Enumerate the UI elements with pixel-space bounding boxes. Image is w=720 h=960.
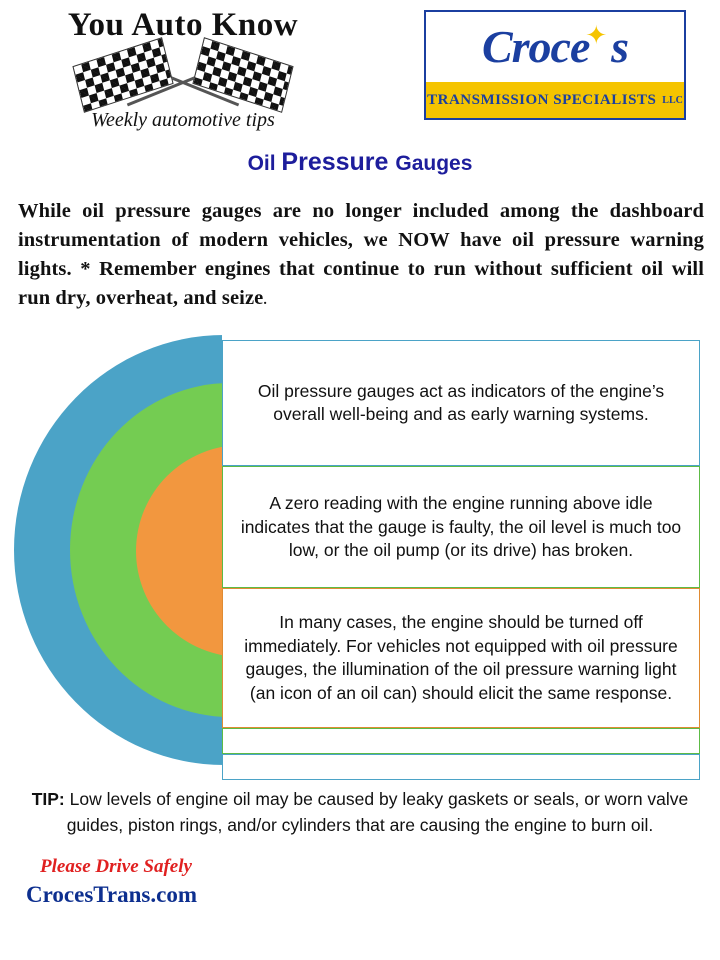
checkered-flag-left-icon bbox=[72, 37, 173, 113]
callout-box-4-empty bbox=[222, 728, 700, 754]
page-footer bbox=[0, 856, 720, 908]
page-title bbox=[0, 148, 720, 177]
callout-box-1 bbox=[222, 340, 700, 466]
croces-logo bbox=[424, 10, 686, 120]
tip-label: TIP: bbox=[31, 789, 65, 810]
nested-arc-diagram bbox=[0, 335, 720, 775]
tip-text: Low levels of engine oil may be caused by leaky gaskets or seals, or worn valve guides, piston rings, and/or cylinders that are causing the engine to burn oil. bbox=[64, 789, 689, 835]
intro-text: While oil pressure gauges are no longer included among the dashboard instrumentation of modern vehicles, we NOW have oil pressure warning lights. * Remember engines that continue to run without sufficient oil will run dry, overheat, and seize bbox=[18, 200, 704, 310]
callout-box-3 bbox=[222, 588, 700, 728]
checkered-flag-right-icon bbox=[192, 37, 293, 113]
page-header bbox=[0, 0, 720, 140]
callout-text-2: A zero reading with the engine running above idle indicates that the gauge is faulty, the oil level is much too low, or the oil pump (or its drive) has broken. bbox=[240, 493, 682, 561]
you-auto-know-subtitle: Weekly automotive tips bbox=[91, 108, 275, 131]
croces-tagline: TRANSMISSION SPECIALISTS bbox=[427, 91, 657, 108]
website-link[interactable]: CrocesTrans.com bbox=[26, 882, 197, 908]
tip-paragraph bbox=[22, 787, 698, 838]
callout-text-3: In many cases, the engine should be turned off immediately. For vehicles not equipped with oil pressure gauges, the illumination of the oil pressure warning light (an icon of an oil can) should elicit the same response. bbox=[244, 612, 678, 704]
croces-tagline-bar bbox=[426, 82, 684, 118]
page-title-part3: Gauges bbox=[395, 152, 473, 175]
intro-tail: . bbox=[263, 293, 267, 309]
callout-text-1: Oil pressure gauges act as indicators of the engine’s overall well-being and as early warning systems. bbox=[257, 380, 665, 425]
croces-brand-suffix: s bbox=[611, 21, 629, 72]
callout-box-5-empty bbox=[222, 754, 700, 780]
spark-icon: ✦ bbox=[585, 19, 608, 50]
callout-box-2 bbox=[222, 466, 700, 588]
croces-llc: LLC bbox=[662, 94, 683, 106]
drive-safely-text: Please Drive Safely bbox=[40, 856, 192, 878]
checkered-flags-icon bbox=[68, 45, 298, 105]
page-title-part2: Pressure bbox=[281, 148, 396, 176]
croces-brand-name: Croce bbox=[481, 21, 590, 72]
you-auto-know-title: You Auto Know bbox=[67, 7, 299, 43]
intro-paragraph bbox=[18, 197, 704, 313]
croces-brand-row bbox=[426, 12, 684, 82]
you-auto-know-logo bbox=[38, 8, 328, 132]
page-title-part1: Oil bbox=[247, 152, 282, 175]
